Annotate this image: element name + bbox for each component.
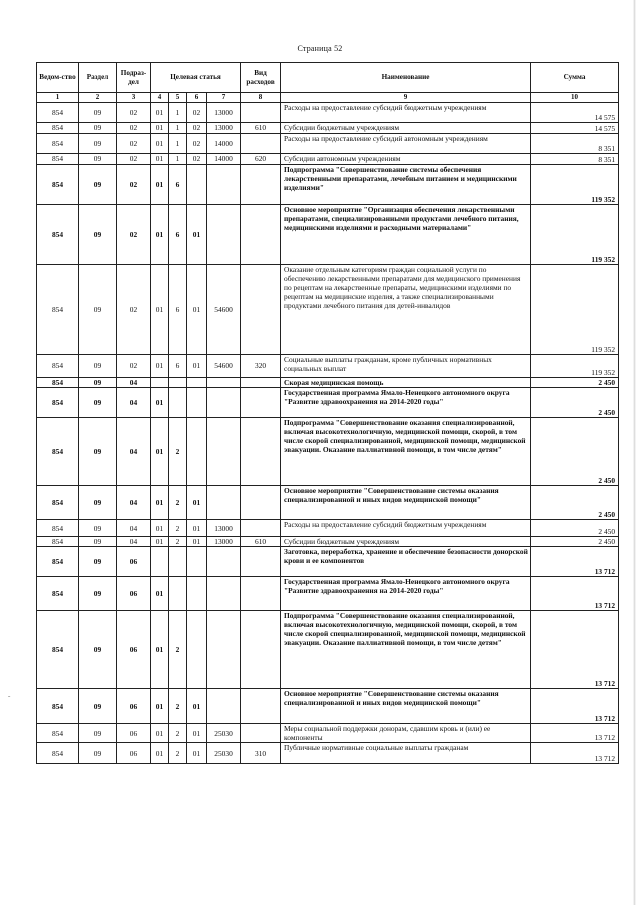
cell-razdel: 09: [79, 547, 117, 577]
cell-vedomstvo: 854: [37, 689, 79, 724]
cell-target-subprogram: 6: [169, 355, 187, 378]
cell-target-event: 01: [187, 265, 207, 355]
table-row: [37, 486, 619, 520]
cell-summa: 13 712: [531, 743, 619, 764]
cell-vid-rashodov: [241, 547, 281, 577]
table-row: [37, 520, 619, 537]
cell-razdel: 09: [79, 134, 117, 154]
table-row: [37, 355, 619, 378]
cell-podrazdel: 02: [117, 134, 151, 154]
cell-target-subprogram: 2: [169, 520, 187, 537]
cell-razdel: 09: [79, 165, 117, 205]
cell-target-subprogram: 1: [169, 103, 187, 123]
cell-vedomstvo: 854: [37, 378, 79, 388]
cell-target-event: 01: [187, 205, 207, 265]
cell-target-event: [187, 388, 207, 418]
cell-razdel: 09: [79, 418, 117, 486]
table-row: [37, 205, 619, 265]
cell-target-event: [187, 378, 207, 388]
cell-target-program: 01: [151, 418, 169, 486]
column-number: 3: [117, 93, 151, 103]
cell-target-subprogram: [169, 378, 187, 388]
cell-vedomstvo: 854: [37, 103, 79, 123]
cell-vedomstvo: 854: [37, 611, 79, 689]
cell-vid-rashodov: [241, 378, 281, 388]
cell-razdel: 09: [79, 388, 117, 418]
cell-target-event: 01: [187, 537, 207, 547]
cell-vedomstvo: 854: [37, 265, 79, 355]
cell-target-subprogram: 1: [169, 154, 187, 165]
budget-table: [36, 62, 619, 764]
cell-target-subprogram: 1: [169, 123, 187, 134]
cell-vedomstvo: 854: [37, 724, 79, 743]
cell-target-subprogram: 2: [169, 537, 187, 547]
cell-vid-rashodov: [241, 577, 281, 611]
cell-target-direction: [207, 547, 241, 577]
cell-target-direction: 25030: [207, 724, 241, 743]
table-row: [37, 123, 619, 134]
table-row: [37, 103, 619, 123]
cell-podrazdel: 04: [117, 388, 151, 418]
cell-razdel: 09: [79, 265, 117, 355]
cell-podrazdel: 04: [117, 486, 151, 520]
cell-naimenovanie: Основное мероприятие "Совершенствование системы оказания специализированной и иных видов медицинской помощи": [281, 689, 531, 724]
cell-podrazdel: 06: [117, 547, 151, 577]
cell-target-event: 01: [187, 355, 207, 378]
cell-razdel: 09: [79, 103, 117, 123]
cell-podrazdel: 02: [117, 123, 151, 134]
cell-target-program: 01: [151, 520, 169, 537]
cell-naimenovanie: Субсидии бюджетным учреждениям: [281, 123, 531, 134]
cell-razdel: 09: [79, 154, 117, 165]
cell-naimenovanie: Субсидии бюджетным учреждениям: [281, 537, 531, 547]
cell-summa: 2 450: [531, 520, 619, 537]
cell-target-event: [187, 418, 207, 486]
cell-target-direction: [207, 418, 241, 486]
cell-summa: 8 351: [531, 154, 619, 165]
cell-target-subprogram: 1: [169, 134, 187, 154]
cell-naimenovanie: Публичные нормативные социальные выплаты гражданам: [281, 743, 531, 764]
cell-naimenovanie: Расходы на предоставление субсидий автономным учреждениям: [281, 134, 531, 154]
cell-summa: 2 450: [531, 537, 619, 547]
cell-vedomstvo: 854: [37, 134, 79, 154]
cell-razdel: 09: [79, 611, 117, 689]
cell-target-event: 02: [187, 134, 207, 154]
cell-razdel: 09: [79, 486, 117, 520]
table-row: [37, 154, 619, 165]
cell-target-subprogram: 6: [169, 165, 187, 205]
cell-vedomstvo: 854: [37, 520, 79, 537]
cell-vid-rashodov: 310: [241, 743, 281, 764]
cell-razdel: 09: [79, 689, 117, 724]
column-number: 5: [169, 93, 187, 103]
cell-naimenovanie: Подпрограмма "Совершенствование оказания специализированной, включая высокотехнологичную, медицинской помощи, скорой, в том числе скорой специализированной, медицинской помощи, медицинской эвакуации. Оказание паллиативной помощи, в том числе детям": [281, 611, 531, 689]
cell-razdel: 09: [79, 520, 117, 537]
cell-target-event: [187, 165, 207, 205]
cell-razdel: 09: [79, 355, 117, 378]
table-row: [37, 724, 619, 743]
cell-target-direction: [207, 388, 241, 418]
cell-vedomstvo: 854: [37, 165, 79, 205]
cell-target-event: 02: [187, 103, 207, 123]
cell-vedomstvo: 854: [37, 154, 79, 165]
table-row: [37, 265, 619, 355]
cell-target-event: 01: [187, 743, 207, 764]
cell-naimenovanie: Меры социальной поддержки донорам, сдавшим кровь и (или) ее компоненты: [281, 724, 531, 743]
cell-target-direction: 14000: [207, 154, 241, 165]
cell-razdel: 09: [79, 205, 117, 265]
column-number: 8: [241, 93, 281, 103]
column-number: 1: [37, 93, 79, 103]
table-row: [37, 378, 619, 388]
cell-target-subprogram: [169, 577, 187, 611]
cell-podrazdel: 06: [117, 611, 151, 689]
cell-podrazdel: 06: [117, 689, 151, 724]
cell-naimenovanie: Оказание отдельным категориям граждан социальной услуги по обеспечению лекарственными препаратами для медицинского применения по рецептам на лекарственные препараты, медицинскими изделиями по рецептам на медицинские изделия, а также специализированными продуктами лечебного питания для детей-инвалидов: [281, 265, 531, 355]
cell-vid-rashodov: [241, 418, 281, 486]
column-number-row: [37, 93, 619, 103]
cell-summa: 13 712: [531, 611, 619, 689]
cell-target-program: 01: [151, 743, 169, 764]
table-row: [37, 418, 619, 486]
table-row: [37, 537, 619, 547]
column-number: 4: [151, 93, 169, 103]
cell-target-program: 01: [151, 388, 169, 418]
column-number: 10: [531, 93, 619, 103]
cell-target-direction: [207, 577, 241, 611]
cell-target-program: [151, 378, 169, 388]
cell-naimenovanie: Государственная программа Ямало-Ненецкого автономного округа "Развитие здравоохранения на 2014-2020 годы": [281, 577, 531, 611]
cell-vid-rashodov: 610: [241, 537, 281, 547]
header-vedomstvo: Ведом-ство: [37, 63, 79, 93]
cell-vid-rashodov: [241, 265, 281, 355]
cell-naimenovanie: Государственная программа Ямало-Ненецкого автономного округа "Развитие здравоохранения на 2014-2020 годы": [281, 388, 531, 418]
cell-podrazdel: 02: [117, 265, 151, 355]
cell-target-event: 02: [187, 123, 207, 134]
cell-target-program: 01: [151, 355, 169, 378]
cell-target-direction: [207, 689, 241, 724]
cell-target-event: 02: [187, 154, 207, 165]
cell-summa: 2 450: [531, 418, 619, 486]
cell-target-direction: [207, 486, 241, 520]
cell-naimenovanie: Скорая медицинская помощь: [281, 378, 531, 388]
cell-vid-rashodov: [241, 103, 281, 123]
cell-target-subprogram: 2: [169, 611, 187, 689]
cell-podrazdel: 02: [117, 103, 151, 123]
cell-vid-rashodov: [241, 205, 281, 265]
cell-razdel: 09: [79, 537, 117, 547]
cell-summa: 13 712: [531, 724, 619, 743]
cell-summa: 8 351: [531, 134, 619, 154]
column-number: 9: [281, 93, 531, 103]
cell-vid-rashodov: 620: [241, 154, 281, 165]
cell-target-program: 01: [151, 134, 169, 154]
cell-target-subprogram: 6: [169, 205, 187, 265]
cell-summa: 119 352: [531, 265, 619, 355]
cell-podrazdel: 04: [117, 537, 151, 547]
column-number: 6: [187, 93, 207, 103]
column-number: 7: [207, 93, 241, 103]
header-naimenovanie: Наименование: [281, 63, 531, 93]
cell-target-event: 01: [187, 724, 207, 743]
cell-summa: 14 575: [531, 123, 619, 134]
cell-vid-rashodov: [241, 388, 281, 418]
table-row: [37, 611, 619, 689]
cell-naimenovanie: Подпрограмма "Совершенствование оказания специализированной, включая высокотехнологичную, медицинской помощи, скорой, в том числе скорой специализированной, медицинской помощи, медицинской эвакуации. Оказание паллиативной помощи, в том числе детям": [281, 418, 531, 486]
cell-target-program: 01: [151, 724, 169, 743]
cell-target-direction: [207, 378, 241, 388]
table-row: [37, 388, 619, 418]
cell-target-direction: 13000: [207, 123, 241, 134]
cell-summa: 2 450: [531, 388, 619, 418]
cell-podrazdel: 02: [117, 355, 151, 378]
cell-vid-rashodov: [241, 520, 281, 537]
cell-summa: 13 712: [531, 547, 619, 577]
cell-target-program: 01: [151, 537, 169, 547]
cell-naimenovanie: Основное мероприятие "Организация обеспечения лекарственными препаратами, специализированными продуктами лечебного питания, медицинскими изделиями и расходными материалами": [281, 205, 531, 265]
cell-vid-rashodov: [241, 724, 281, 743]
cell-vedomstvo: 854: [37, 743, 79, 764]
cell-target-subprogram: 6: [169, 265, 187, 355]
cell-vedomstvo: 854: [37, 388, 79, 418]
column-number: 2: [79, 93, 117, 103]
cell-target-event: [187, 547, 207, 577]
cell-target-program: 01: [151, 265, 169, 355]
scan-edge-shadow: [633, 0, 636, 905]
cell-podrazdel: 04: [117, 378, 151, 388]
cell-naimenovanie: Субсидии автономным учреждениям: [281, 154, 531, 165]
cell-naimenovanie: Расходы на предоставление субсидий бюджетным учреждениям: [281, 103, 531, 123]
cell-summa: 119 352: [531, 355, 619, 378]
scan-mark: ˇ: [8, 695, 11, 703]
cell-target-program: 01: [151, 689, 169, 724]
cell-target-program: 01: [151, 205, 169, 265]
cell-target-direction: 13000: [207, 537, 241, 547]
cell-razdel: 09: [79, 123, 117, 134]
cell-target-event: 01: [187, 520, 207, 537]
cell-podrazdel: 04: [117, 520, 151, 537]
header-podrazdel: Подраз-дел: [117, 63, 151, 93]
cell-podrazdel: 06: [117, 743, 151, 764]
cell-target-program: 01: [151, 103, 169, 123]
cell-podrazdel: 02: [117, 165, 151, 205]
cell-summa: 13 712: [531, 577, 619, 611]
cell-naimenovanie: Заготовка, переработка, хранение и обеспечение безопасности донорской крови и ее компонентов: [281, 547, 531, 577]
cell-target-subprogram: 2: [169, 418, 187, 486]
cell-podrazdel: 06: [117, 577, 151, 611]
cell-vid-rashodov: 610: [241, 123, 281, 134]
cell-naimenovanie: Социальные выплаты гражданам, кроме публичных нормативных социальных выплат: [281, 355, 531, 378]
cell-summa: 14 575: [531, 103, 619, 123]
cell-podrazdel: 04: [117, 418, 151, 486]
cell-target-direction: [207, 611, 241, 689]
header-row: [37, 63, 619, 93]
cell-summa: 119 352: [531, 165, 619, 205]
cell-vid-rashodov: [241, 134, 281, 154]
page-title: Страница 52: [297, 44, 343, 53]
cell-target-subprogram: [169, 547, 187, 577]
cell-target-subprogram: 2: [169, 486, 187, 520]
cell-target-program: [151, 547, 169, 577]
table-row: [37, 743, 619, 764]
cell-razdel: 09: [79, 577, 117, 611]
cell-target-program: 01: [151, 611, 169, 689]
cell-vedomstvo: 854: [37, 547, 79, 577]
cell-vedomstvo: 854: [37, 537, 79, 547]
table-row: [37, 134, 619, 154]
cell-target-program: 01: [151, 154, 169, 165]
cell-target-direction: 14000: [207, 134, 241, 154]
cell-vedomstvo: 854: [37, 205, 79, 265]
cell-target-event: 01: [187, 689, 207, 724]
cell-target-direction: 54600: [207, 265, 241, 355]
cell-target-event: 01: [187, 486, 207, 520]
budget-rows: [37, 103, 619, 764]
cell-target-program: 01: [151, 165, 169, 205]
table-row: [37, 577, 619, 611]
cell-summa: 2 450: [531, 378, 619, 388]
cell-target-subprogram: [169, 388, 187, 418]
cell-vid-rashodov: [241, 165, 281, 205]
cell-vid-rashodov: [241, 689, 281, 724]
cell-summa: 13 712: [531, 689, 619, 724]
cell-razdel: 09: [79, 378, 117, 388]
cell-target-direction: 13000: [207, 103, 241, 123]
cell-razdel: 09: [79, 724, 117, 743]
header-vid-rashodov: Вид расходов: [241, 63, 281, 93]
table-row: [37, 165, 619, 205]
cell-target-direction: 13000: [207, 520, 241, 537]
cell-naimenovanie: Подпрограмма "Совершенствование системы обеспечения лекарственными препаратами, лечебным питанием и медицинскими изделиями": [281, 165, 531, 205]
cell-vedomstvo: 854: [37, 486, 79, 520]
cell-target-program: 01: [151, 486, 169, 520]
table-row: [37, 547, 619, 577]
cell-vedomstvo: 854: [37, 123, 79, 134]
cell-vid-rashodov: [241, 486, 281, 520]
cell-target-program: 01: [151, 123, 169, 134]
cell-target-direction: 54600: [207, 355, 241, 378]
cell-summa: 2 450: [531, 486, 619, 520]
cell-vedomstvo: 854: [37, 577, 79, 611]
cell-target-direction: [207, 205, 241, 265]
table-row: [37, 689, 619, 724]
cell-target-program: 01: [151, 577, 169, 611]
header-razdel: Раздел: [79, 63, 117, 93]
cell-target-subprogram: 2: [169, 743, 187, 764]
cell-target-event: [187, 577, 207, 611]
cell-razdel: 09: [79, 743, 117, 764]
cell-vedomstvo: 854: [37, 418, 79, 486]
cell-summa: 119 352: [531, 205, 619, 265]
cell-target-direction: [207, 165, 241, 205]
cell-target-subprogram: 2: [169, 689, 187, 724]
cell-vedomstvo: 854: [37, 355, 79, 378]
cell-naimenovanie: Основное мероприятие "Совершенствование системы оказания специализированной и иных видов медицинской помощи": [281, 486, 531, 520]
cell-podrazdel: 02: [117, 154, 151, 165]
header-summa: Сумма: [531, 63, 619, 93]
cell-target-subprogram: 2: [169, 724, 187, 743]
header-celevaya-statya: Целевая статья: [151, 63, 241, 93]
cell-target-event: [187, 611, 207, 689]
cell-vid-rashodov: 320: [241, 355, 281, 378]
cell-podrazdel: 06: [117, 724, 151, 743]
cell-vid-rashodov: [241, 611, 281, 689]
cell-podrazdel: 02: [117, 205, 151, 265]
cell-naimenovanie: Расходы на предоставление субсидий бюджетным учреждениям: [281, 520, 531, 537]
cell-target-direction: 25030: [207, 743, 241, 764]
